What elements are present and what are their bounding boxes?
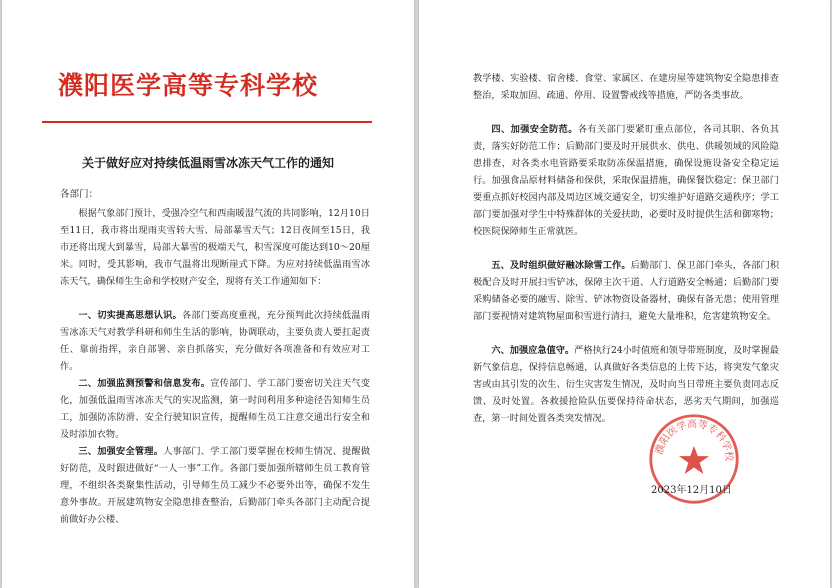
letterhead-divider bbox=[42, 121, 372, 123]
section-3-heading: 三、加强安全管理。 bbox=[78, 446, 164, 457]
section-4-heading: 四、加强安全防范。 bbox=[491, 124, 578, 135]
document-page-right bbox=[419, 0, 830, 588]
intro-paragraph: 根据气象部门预计，受强冷空气和西南暖湿气流的共同影响，12月10日至11日，我市将出现雨夹雪转大雪、局部暴雪天气；12日夜间至15日，我市还将出现大到暴雪，局部大暴雪的极端天气，积雪深度可能达到10～20厘米。同时，受其影响，我市气温将出现断崖式下降。为应对持续低温雨雪冰冻天气，确保师生生命和学校财产安全，现将有关工作通知如下： bbox=[60, 208, 370, 287]
seal-ring-text: 濮阳医学高等专科学校 bbox=[654, 418, 735, 462]
section-6-heading: 六、加强应急值守。 bbox=[491, 345, 575, 356]
section-2 bbox=[60, 375, 370, 443]
section-2-text: 宣传部门、学工部门要密切关注天气变化，加强低温雨雪冰冻天气的实况监测，第一时间利用多种途径告知师生员工，加强防冻防滑、安全行驶知识宣传，提醒师生员工注意交通出行安全和及时添加衣物。 bbox=[60, 378, 370, 440]
seal-star-icon bbox=[679, 446, 709, 474]
school-letterhead: 濮阳医学高等专科学校 bbox=[58, 71, 319, 100]
section-6-text: 严格执行24小时值班和领导带班制度，及时掌握最新气象信息，保持信息畅通，认真做好各类信息的上传下达，将突发气象灾害或由其引发的次生、衍生灾害发生情况，及时向当日带班主要负责同志反馈、及时处置。各救援抢险队伍要保持待命状态，恶劣天气期间，加强巡查，第一时间处置各类突发情况。 bbox=[473, 345, 779, 424]
document-page-left bbox=[2, 0, 414, 588]
section-3 bbox=[60, 443, 370, 528]
section-5 bbox=[473, 257, 779, 325]
section-4-text: 各有关部门要紧盯重点部位，各司其职、各负其责，落实好防范工作；后勤部门要及时开展供水、供电、供暖领域的风险隐患排查，对各类水电管路要采取防冻保温措施，确保设施设备安全稳定运行。加强食品原材料储备和保供，采取保温措施，确保餐饮稳定；保卫部门要重点抓好校园内部及周边区域交通安全，切实维护好道路交通秩序；学工部门要加强对学生中特殊群体的关爱扶助，必要时及时提供生活和御寒物；校医院保障师生正常就医。 bbox=[473, 124, 780, 237]
section-1-text: 各部门要高度重视，充分预判此次持续低温雨雪冰冻天气对教学科研和师生生活的影响，协调联动，主要负责人要扛起责任、靠前指挥，亲自部署、亲自抓落实，充分做好各项准备和有效应对工作。 bbox=[60, 310, 371, 372]
section-3-continued: 教学楼、实验楼、宿舍楼、食堂、家属区、在建房屋等建筑物安全隐患排查整治，采取加固、疏通、停用、设置警戒线等措施，严防各类事故。 bbox=[473, 73, 779, 101]
issue-date: 2023年12月10日 bbox=[651, 485, 732, 496]
section-5-heading: 五、及时组织做好融冰除雪工作。 bbox=[491, 260, 631, 271]
section-3-text-part1: 人事部门、学工部门要掌握在校师生情况、提醒做好防范，及时跟进做好“一人一事”工作。各部门要加强所辖师生员工教育管理，不组织各类聚集性活动，引导师生员工减少不必要外出等，确保不发生意外事故。开展建筑物安全隐患排查整治，后勤部门牵头各部门主动配合提前做好办公楼、 bbox=[60, 446, 371, 525]
section-4 bbox=[473, 121, 779, 240]
section-1-heading: 一、切实提高思想认识。 bbox=[78, 310, 182, 321]
notice-title: 关于做好应对持续低温雨雪冰冻天气工作的通知 bbox=[81, 156, 334, 170]
salutation: 各部门： bbox=[60, 189, 99, 200]
section-1 bbox=[60, 307, 370, 375]
section-2-heading: 二、加强监测预警和信息发布。 bbox=[78, 378, 211, 389]
section-5-text: 后勤部门、保卫部门牵头，各部门积极配合及时开展扫雪铲冰，保障主次干道、人行道路安全畅通；后勤部门要采购储备必要的融雪、除雪、铲冰物资设备器材，确保有备无患；使用管理部门要视情对建筑物屋面积雪进行清扫，避免大量堆积，危害建筑物安全。 bbox=[473, 260, 780, 322]
